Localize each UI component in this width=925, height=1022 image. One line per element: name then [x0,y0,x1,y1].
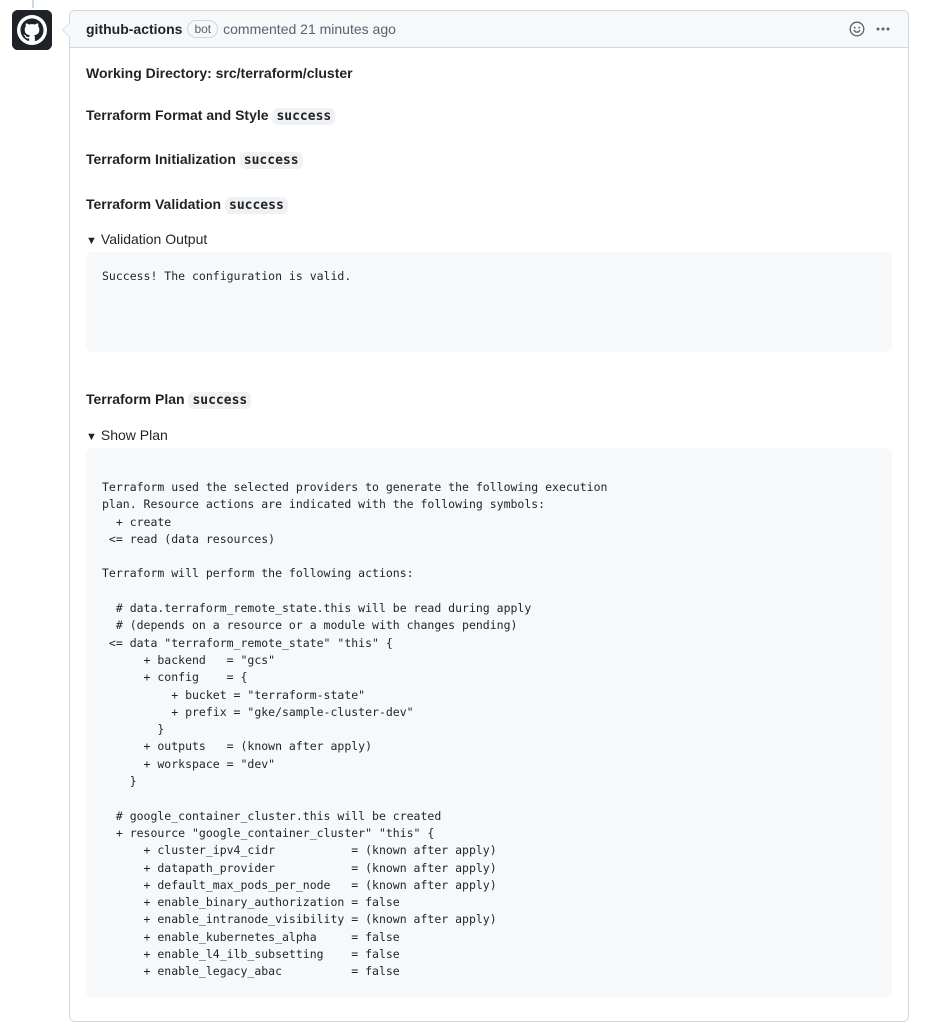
validation-label: Terraform Validation [86,196,222,212]
validation-output-block: Success! The configuration is valid. [86,252,892,352]
init-label: Terraform Initialization [86,151,236,167]
timeline-line [32,0,34,8]
comment-body [70,48,908,997]
validation-heading [86,194,892,216]
plan-heading [86,389,892,411]
show-plan-toggle[interactable] [86,426,892,446]
format-status: success [272,108,335,125]
kebab-horizontal-icon[interactable] [874,20,892,38]
triangle-down-icon: ▼ [86,235,97,247]
validation-status: success [225,197,288,214]
format-heading [86,105,892,127]
plan-status: success [188,392,251,409]
validation-summary-label: Validation Output [100,231,208,247]
comment-timestamp[interactable]: commented 21 minutes ago [223,21,396,37]
comment-actions [848,20,892,38]
plan-output-block: Terraform used the selected providers to generate the following execution plan. Resource actions are indicated with the following symbols: + create <= read (data resources) Terraform will perform the following actions: # data.terraform_remote_state.this will be read during apply # (depends on a resource or a module with changes pending) <= data "terraform_remote_state" "this" { + backend = "gcs" + config = { + bucket = "terraform-state" + prefix = "gke/sample-cluster-dev" } + outputs = (known after apply) + workspace = "dev" } # google_container_cluster.this will be created + resource "google_container_cluster" "this" { + cluster_ipv4_cidr = (known after apply) + datapath_provider = (known after apply) + default_max_pods_per_node = (known after apply) + enable_binary_authorization = false + enable_intranode_visibility = (known after apply) + enable_kubernetes_alpha = false + enable_l4_ilb_subsetting = false + enable_legacy_abac = false [86,448,892,997]
bot-badge: bot [187,20,218,38]
author-name[interactable]: github-actions [86,21,183,37]
plan-label: Terraform Plan [86,391,185,407]
plan-summary-label: Show Plan [100,427,168,443]
triangle-down-icon: ▼ [86,431,97,443]
github-octocat-icon [12,10,52,50]
validation-output-toggle[interactable] [86,230,892,250]
smiley-icon[interactable] [848,20,866,38]
init-heading [86,149,892,171]
init-status: success [240,152,303,169]
comment-box [69,10,909,1022]
comment-header [70,11,908,48]
format-label: Terraform Format and Style [86,107,269,123]
working-directory: Working Directory: src/terraform/cluster [86,65,353,81]
author-avatar[interactable] [12,10,52,50]
